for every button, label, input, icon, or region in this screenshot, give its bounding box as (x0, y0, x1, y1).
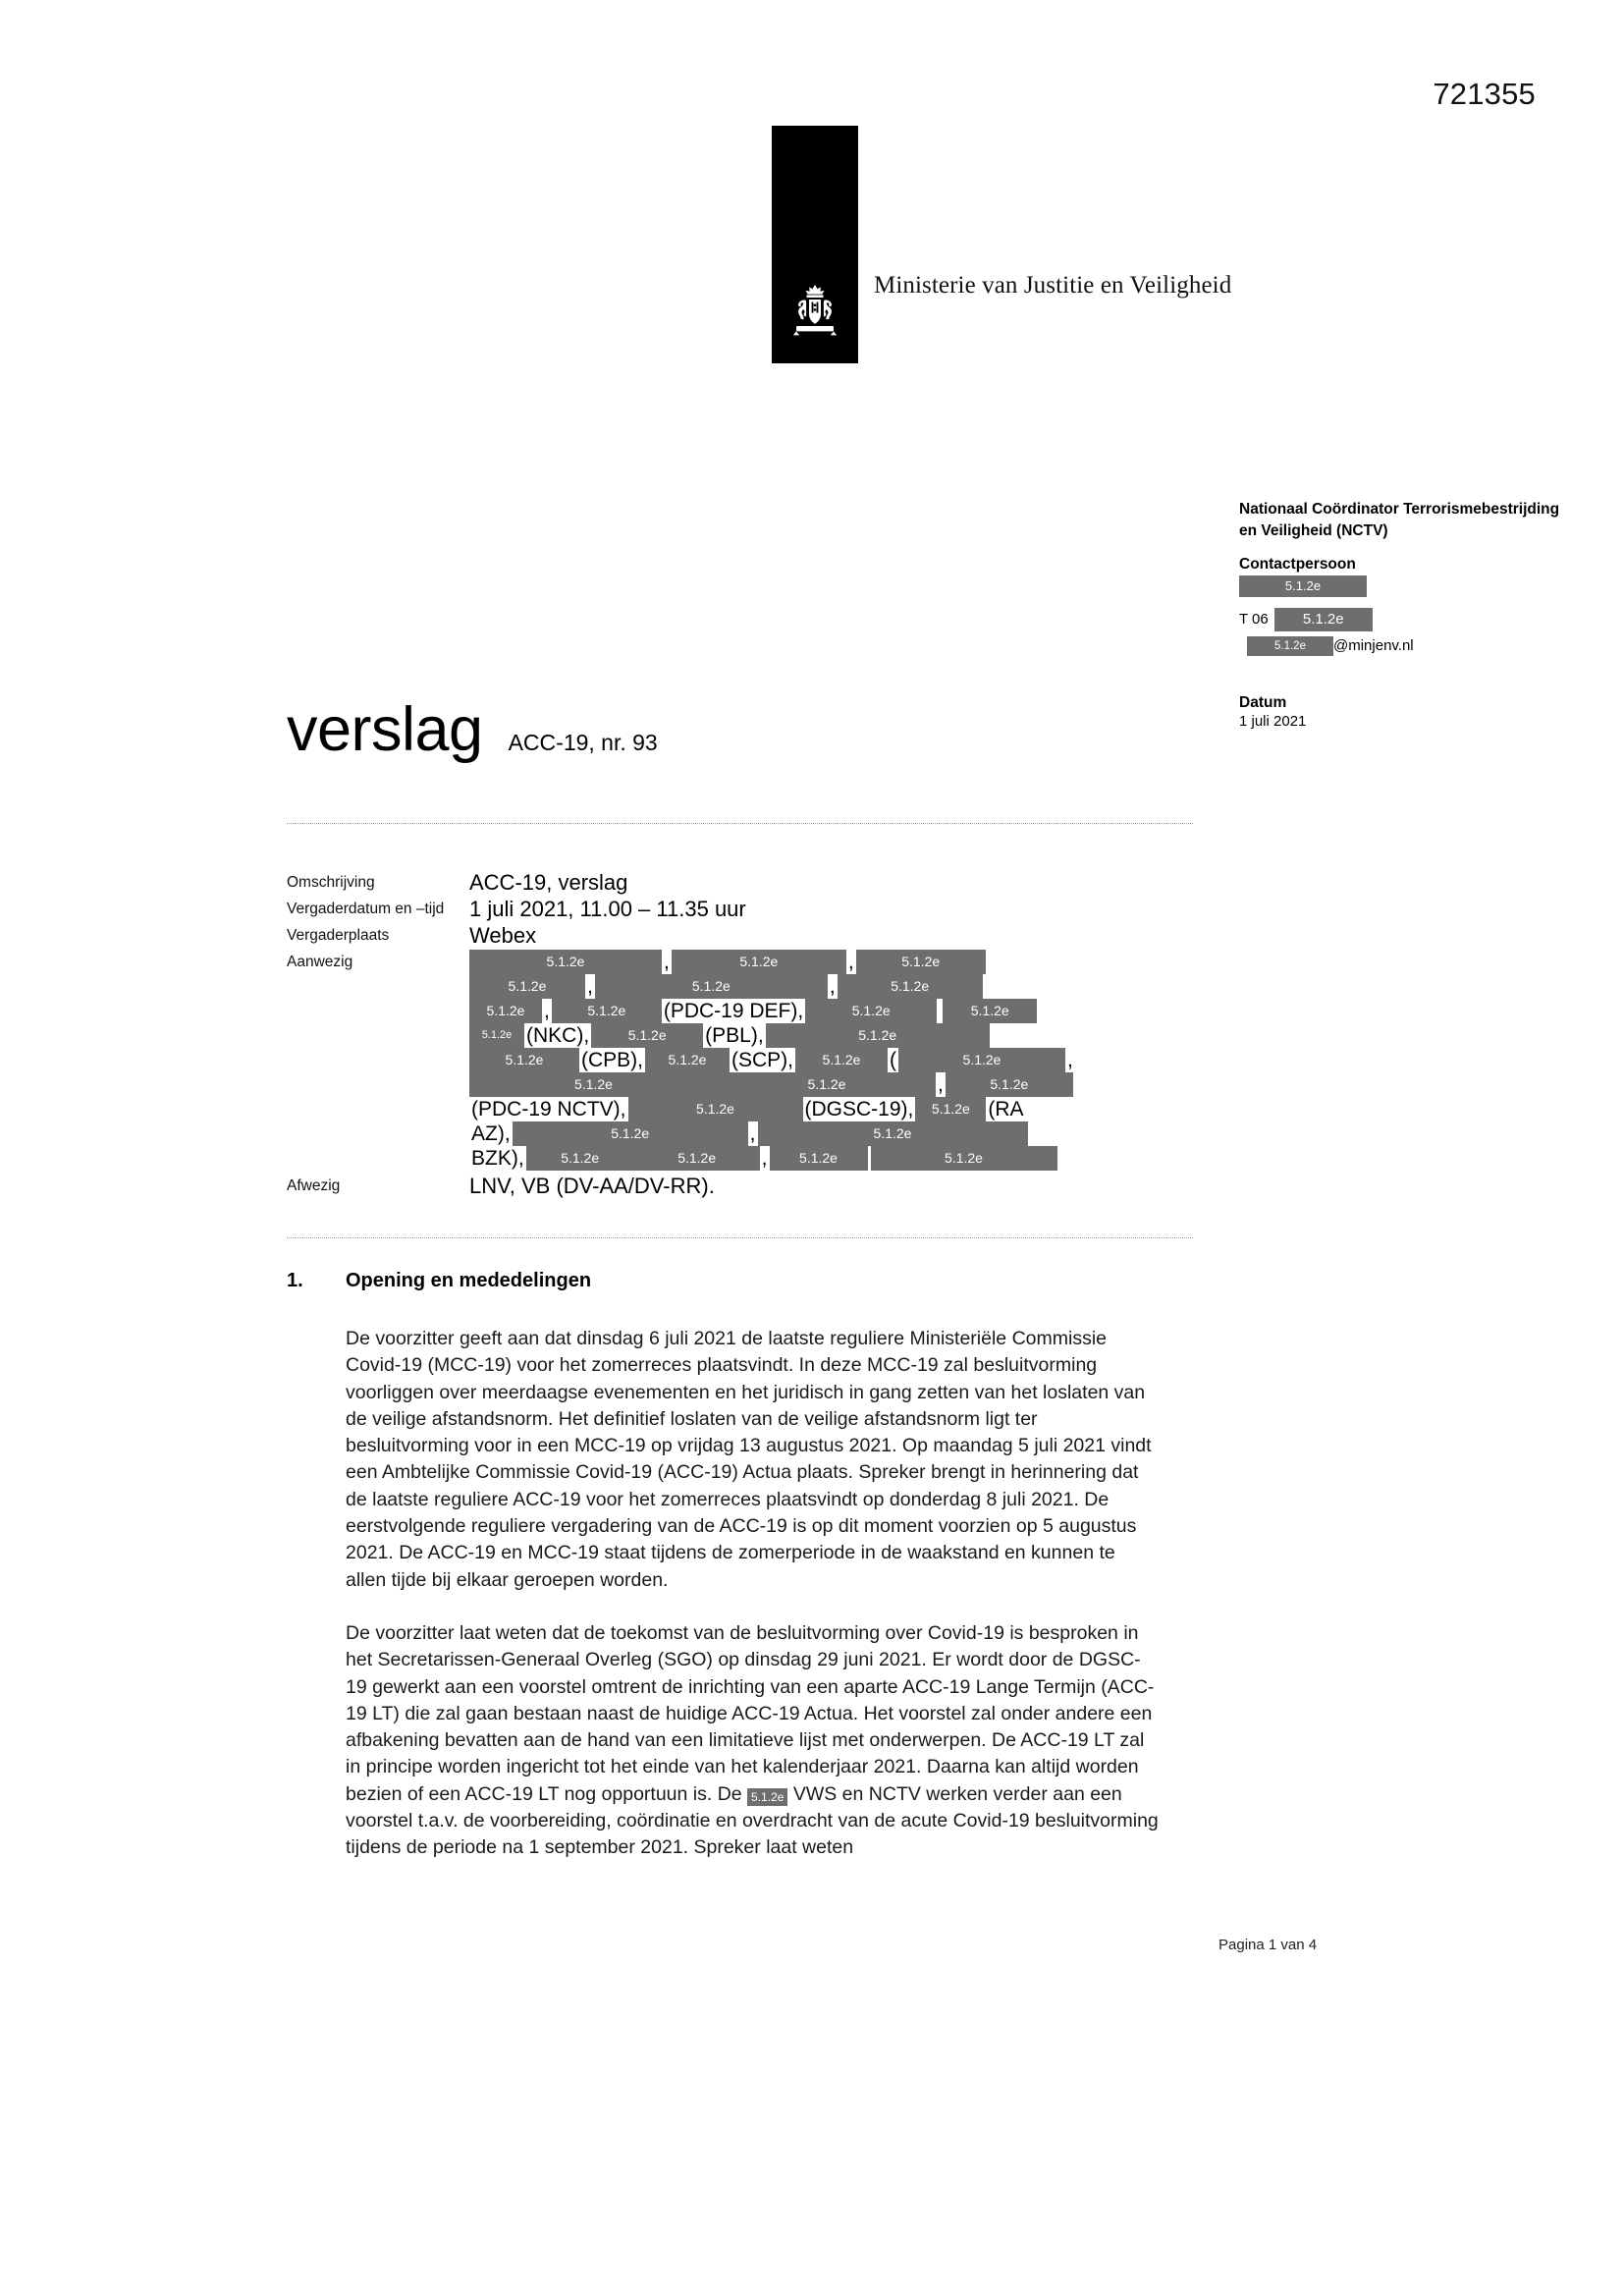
info-row-vergaderdatum (287, 896, 1200, 922)
attendee-text-fragment: , (544, 1000, 550, 1022)
attendees-redacted-block (469, 950, 1200, 1171)
info-label-omschrijving: Omschrijving (287, 874, 375, 891)
divider-top (287, 823, 1193, 824)
info-value-vergaderdatum: 1 juli 2021, 11.00 – 11.35 uur (469, 897, 746, 921)
redaction-bar: 5.1.2e (871, 1146, 1057, 1171)
redaction-bar: 5.1.2e (595, 974, 828, 999)
redaction-bar: 5.1.2e (469, 1023, 524, 1048)
redaction-bar: 5.1.2e (946, 1072, 1073, 1097)
attendee-text-fragment: , (587, 975, 593, 998)
info-row-afwezig (287, 1173, 1200, 1199)
info-row-vergaderplaats (287, 922, 1200, 949)
info-label-afwezig: Afwezig (287, 1177, 341, 1194)
document-title-row (287, 695, 658, 764)
attendee-text-fragment: (SCP), (731, 1049, 793, 1071)
redaction-bar: 5.1.2e (645, 1048, 730, 1072)
attendees-line (469, 1048, 1200, 1072)
attendee-text-fragment: BZK), (471, 1147, 524, 1170)
attendees-line (469, 974, 1200, 999)
attendees-line (469, 999, 1200, 1023)
attendees-line (469, 1097, 1200, 1121)
info-value-omschrijving: ACC-19, verslag (469, 870, 628, 895)
info-label-vergaderdatum: Vergaderdatum en –tijd (287, 901, 445, 917)
redaction-contact-name: 5.1.2e (1239, 575, 1367, 597)
attendee-text-fragment: , (664, 951, 670, 973)
info-label-aanwezig: Aanwezig (287, 954, 353, 970)
redaction-bar: 5.1.2e (766, 1023, 990, 1048)
contact-name-line (1239, 575, 1563, 598)
attendees-line (469, 1121, 1200, 1146)
redaction-bar: 5.1.2e (770, 1146, 868, 1171)
attendee-text-fragment: , (829, 975, 836, 998)
section-title: Opening en mededelingen (346, 1270, 592, 1291)
divider-bottom (287, 1237, 1193, 1238)
attendee-text-fragment: (RA (988, 1098, 1024, 1121)
redaction-bar: 5.1.2e (634, 1146, 760, 1171)
attendee-text-fragment: (DGSC-19), (804, 1098, 914, 1121)
info-value-afwezig: LNV, VB (DV-AA/DV-RR). (469, 1174, 715, 1198)
dutch-coat-of-arms-icon (787, 283, 842, 340)
info-value-vergaderplaats: Webex (469, 923, 537, 948)
redaction-bar: 5.1.2e (526, 1146, 634, 1171)
redaction-bar: 5.1.2e (628, 1097, 803, 1121)
redaction-bar: 5.1.2e (838, 974, 983, 999)
attendee-text-fragment: (PDC-19 NCTV), (471, 1098, 626, 1121)
redaction-bar: 5.1.2e (513, 1121, 748, 1146)
document-number: 721355 (1433, 77, 1536, 111)
attendee-text-fragment: (PDC-19 DEF), (663, 1000, 804, 1022)
redaction-bar: 5.1.2e (469, 999, 542, 1023)
redaction-bar: 5.1.2e (805, 999, 937, 1023)
attendee-text-fragment: , (761, 1147, 768, 1170)
ministry-name: Ministerie van Justitie en Veiligheid (874, 272, 1232, 299)
email-domain: @minjenv.nl (1333, 636, 1414, 654)
page-footer: Pagina 1 van 4 (1218, 1937, 1318, 1953)
attendee-text-fragment: (PBL), (705, 1024, 764, 1047)
redaction-bar: 5.1.2e (795, 1048, 888, 1072)
attendee-text-fragment: , (847, 951, 854, 973)
attendees-line (469, 1023, 1200, 1048)
redaction-phone: 5.1.2e (1274, 608, 1373, 631)
redaction-bar: 5.1.2e (591, 1023, 703, 1048)
redaction-bar: 5.1.2e (469, 950, 662, 974)
attendee-text-fragment: , (1067, 1049, 1073, 1071)
attendees-line (469, 950, 1200, 974)
date-value: 1 juli 2021 (1239, 713, 1307, 730)
attendee-text-fragment: (NKC), (526, 1024, 590, 1047)
info-row-omschrijving (287, 869, 1200, 896)
redaction-email: 5.1.2e (1247, 636, 1333, 656)
contact-phone-line (1239, 608, 1563, 631)
phone-label: T 06 (1239, 610, 1269, 628)
redaction-bar: 5.1.2e (469, 1072, 718, 1097)
contact-meta-column (1239, 499, 1563, 730)
redaction-bar: 5.1.2e (469, 1048, 579, 1072)
meeting-info-table (287, 869, 1200, 1199)
section-heading (287, 1270, 591, 1292)
redaction-bar: 5.1.2e (469, 974, 585, 999)
page-title: verslag (287, 695, 483, 764)
contact-email-line (1239, 635, 1563, 658)
redaction-bar: 5.1.2e (672, 950, 846, 974)
organisation-name: Nationaal Coördinator Terrorismebestrijding en Veiligheid (NCTV) (1239, 501, 1560, 539)
redaction-inline: 5.1.2e (747, 1788, 787, 1806)
redaction-bar: 5.1.2e (718, 1072, 936, 1097)
date-label: Datum (1239, 694, 1287, 711)
redaction-bar: 5.1.2e (898, 1048, 1065, 1072)
redaction-bar: 5.1.2e (552, 999, 662, 1023)
attendee-text-fragment: , (938, 1073, 944, 1096)
section-number: 1. (287, 1270, 303, 1291)
redaction-bar: 5.1.2e (758, 1121, 1028, 1146)
contact-heading: Contactpersoon (1239, 556, 1356, 573)
attendees-line (469, 1146, 1200, 1171)
paragraph-2: De voorzitter laat weten dat de toekomst van de besluitvorming over Covid-19 is besproken in het Secretarissen-Generaal Overleg (SGO) op dinsdag 29 juni 2021. Er wordt door de DGSC-19 gewerkt aan een voorstel omtrent de inrichting van een aparte ACC-19 Lange Termijn (ACC-19 LT) die zal gaan bestaan naast de huidige ACC-19 Actua. Het voorstel zal onder andere een afbakening bevatten aan de hand van een limitatieve lijst met onderwerpen. De ACC-19 LT zal in principe worden ingericht tot het einde van het kalenderjaar 2021. Daarna kan altijd worden bezien of een ACC-19 LT nog opportuun is. De 5.1.2e VWS en NCTV werken verder aan een voorstel t.a.v. de voorbereiding, coördinatie en overdracht van de acute Covid-19 besluitvorming tijdens de periode na 1 september 2021. Spreker laat weten (346, 1621, 1159, 1859)
redaction-bar: 5.1.2e (856, 950, 986, 974)
redaction-bar: 5.1.2e (915, 1097, 986, 1121)
attendees-line (469, 1072, 1200, 1097)
page-subtitle: ACC-19, nr. 93 (508, 730, 658, 755)
attendee-text-fragment: ( (890, 1049, 896, 1071)
date-block (1239, 694, 1563, 730)
attendee-text-fragment: (CPB), (581, 1049, 643, 1071)
redaction-bar: 5.1.2e (943, 999, 1037, 1023)
paragraph-1: De voorzitter geeft aan dat dinsdag 6 juli 2021 de laatste reguliere Ministeriële Commissie Covid-19 (MCC-19) voor het zomerreces plaatsvindt. In deze MCC-19 zal besluitvorming voorliggen over meerdaagse evenementen en het juridisch in gang zetten van het loslaten van de veilige afstandsnorm. Het definitief loslaten van de veilige afstandsnorm ligt ter besluitvorming voor in een MCC-19 op vrijdag 13 augustus 2021. Op maandag 5 juli 2021 vindt een Ambtelijke Commissie Covid-19 (ACC-19) Actua plaats. Spreker brengt in herinnering dat de laatste reguliere ACC-19 voor het zomerreces plaatsvindt op donderdag 8 juli 2021. De eerstvolgende reguliere vergadering van de ACC-19 is op dit moment voorzien op 5 augustus 2021. De ACC-19 en MCC-19 staat tijdens de zomerperiode in de waakstand en kunnen te allen tijde bij elkaar geroepen worden. (346, 1328, 1152, 1591)
ministry-logo-block (772, 126, 858, 363)
attendee-text-fragment: , (749, 1122, 756, 1145)
attendee-text-fragment: AZ), (471, 1122, 511, 1145)
info-label-vergaderplaats: Vergaderplaats (287, 927, 390, 944)
section-body (346, 1326, 1159, 1888)
info-row-aanwezig (287, 949, 1200, 1171)
